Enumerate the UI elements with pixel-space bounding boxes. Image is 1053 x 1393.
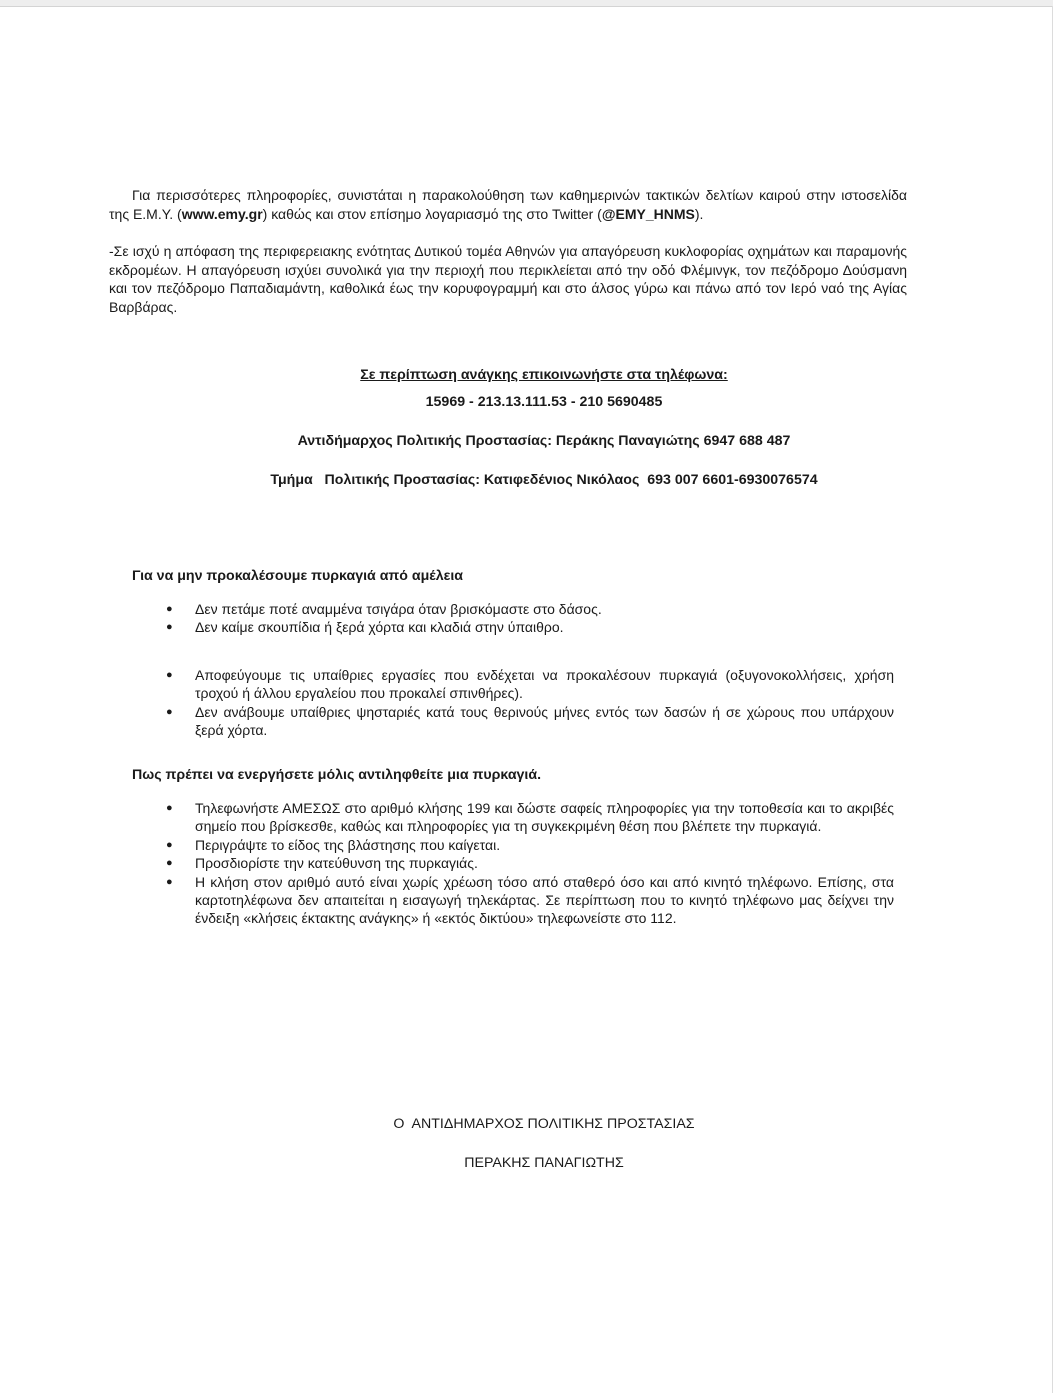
signature-name: ΠΕΡΑΚΗΣ ΠΑΝΑΓΙΩΤΗΣ: [464, 1155, 624, 1171]
bullet-icon: ●: [166, 669, 173, 681]
list-item: [164, 799, 894, 836]
deputy-mayor-contact: Αντιδήμαρχος Πολιτικής Προστασίας: Περάκης Παναγιώτης 6947 688 487: [297, 433, 791, 449]
list-item-text: Προσδιορίστε την κατεύθυνση της πυρκαγιάς.: [195, 855, 478, 872]
bullet-icon: ●: [166, 705, 173, 718]
list-item-text: Δεν ανάβουμε υπαίθριες ψησταριές κατά τους θερινούς μήνες εντός των δασών ή σε χώρους που υπάρχουν ξερά χόρτα.: [195, 703, 894, 739]
paragraph-weather-text-1: Για περισσότερες πληροφορίες, συνιστάται η παρακολούθηση των καθημερινών τακτικών δελτίων καιρού στην ιστοσελίδα της Ε.Μ.Υ. (: [109, 187, 907, 222]
emergency-phone-numbers: 15969 - 213.13.111.53 - 210 5690485: [425, 394, 663, 410]
emergency-contacts-heading: Σε περίπτωση ανάγκης επικοινωνήστε στα τηλέφωνα:: [360, 367, 728, 383]
emy-twitter-handle: @EMY_HNMS: [601, 205, 695, 222]
bullet-icon: ●: [166, 603, 173, 615]
list-item-text: Δεν πετάμε ποτέ αναμμένα τσιγάρα όταν βρισκόμαστε στο δάσος.: [195, 601, 602, 617]
list-item: [164, 600, 894, 618]
bullet-icon: ●: [166, 802, 173, 814]
list-item: [164, 854, 894, 872]
bullet-icon: ●: [166, 857, 173, 870]
bullet-icon: ●: [166, 838, 173, 851]
list-item-text: Περιγράψτε το είδος της βλάστησης που καίγεται.: [195, 836, 501, 853]
paragraph-weather-text-3: ).: [694, 205, 704, 222]
fire-prevention-heading: Για να μην προκαλέσουμε πυρκαγιά από αμέλεια: [132, 568, 463, 584]
emy-website: www.emy.gr: [181, 205, 263, 222]
list-item: [164, 703, 894, 740]
list-item: [164, 873, 894, 928]
list-item: [164, 618, 894, 636]
paragraph-traffic-ban: -Σε ισχύ η απόφαση της περιφερειακης ενότητας Δυτικού τομέα Αθηνών για απαγόρευση κυκλοφορίας οχημάτων και παραμονής εκδρομέων. Η απαγόρευση ισχύει συνολικά για την περιοχή που περικλείεται από την οδό Φλέμινγκ, τον πεζόδρομο Δούσμανη και τον πεζόδρομο Παπαδιαμάντη, καθολικά έως την κορυφογραμμή και στο άλσος γύρω και πάνω από τον Ιερό ναό της Αγίας Βαρβάρας.: [109, 243, 907, 315]
paragraph-weather-info: [109, 186, 907, 223]
list-item: [164, 836, 894, 854]
fire-prevention-list-2: [164, 666, 894, 740]
fire-response-heading: Πως πρέπει να ενεργήσετε μόλις αντιληφθείτε μια πυρκαγιά.: [132, 767, 542, 783]
list-item-text: Δεν καίμε σκουπίδια ή ξερά χόρτα και κλαδιά στην ύπαιθρο.: [195, 619, 564, 636]
list-item: [164, 666, 894, 703]
fire-response-list: [164, 799, 894, 928]
signature-role: Ο ΑΝΤΙΔΗΜΑΡΧΟΣ ΠΟΛΙΤΙΚΗΣ ΠΡΟΣΤΑΣΙΑΣ: [393, 1116, 695, 1132]
list-item-text: Η κλήση στον αριθμό αυτό είναι χωρίς χρέωση τόσο από σταθερό όσο και από κινητό τηλέφωνο. Επίσης, στα καρτοτηλέφωνα δεν απαιτείται η εισαγωγή τηλεκάρτας. Σε περίπτωση που το κινητό τηλέφωνο μας δείχνει την ένδειξη «κλήσεις έκτακτης ανάγκης» ή «εκτός δικτύου» τηλεφωνείστε στο 112.: [195, 873, 894, 927]
civil-protection-department-contact: Τμήμα Πολιτικής Προστασίας: Κατιφεδένιος Νικόλαος 693 007 6601-6930076574: [270, 472, 818, 488]
bullet-icon: ●: [166, 875, 173, 888]
viewer-top-border: [0, 0, 1053, 7]
list-item-text: Αποφεύγουμε τις υπαίθριες εργασίες που ενδέχεται να προκαλέσουν πυρκαγιά (οξυγονοκολλήσεις, χρήση τροχού ή άλλου εργαλείου που προκαλεί σπινθήρες).: [195, 667, 894, 702]
list-item-text: Τηλεφωνήστε ΑΜΕΣΩΣ στο αριθμό κλήσης 199 και δώστε σαφείς πληροφορίες για την τοποθεσία και το ακριβές σημείο που βρίσκεσθε, καθώς και πληροφορίες για τη συγκεκριμένη θέση που βλέπετε την πυρκαγιά.: [195, 800, 894, 835]
fire-prevention-list-1: [164, 600, 894, 637]
bullet-icon: ●: [166, 621, 173, 634]
paragraph-weather-text-2: ) καθώς και στον επίσημο λογαριασμό της στο Twitter (: [262, 205, 602, 222]
